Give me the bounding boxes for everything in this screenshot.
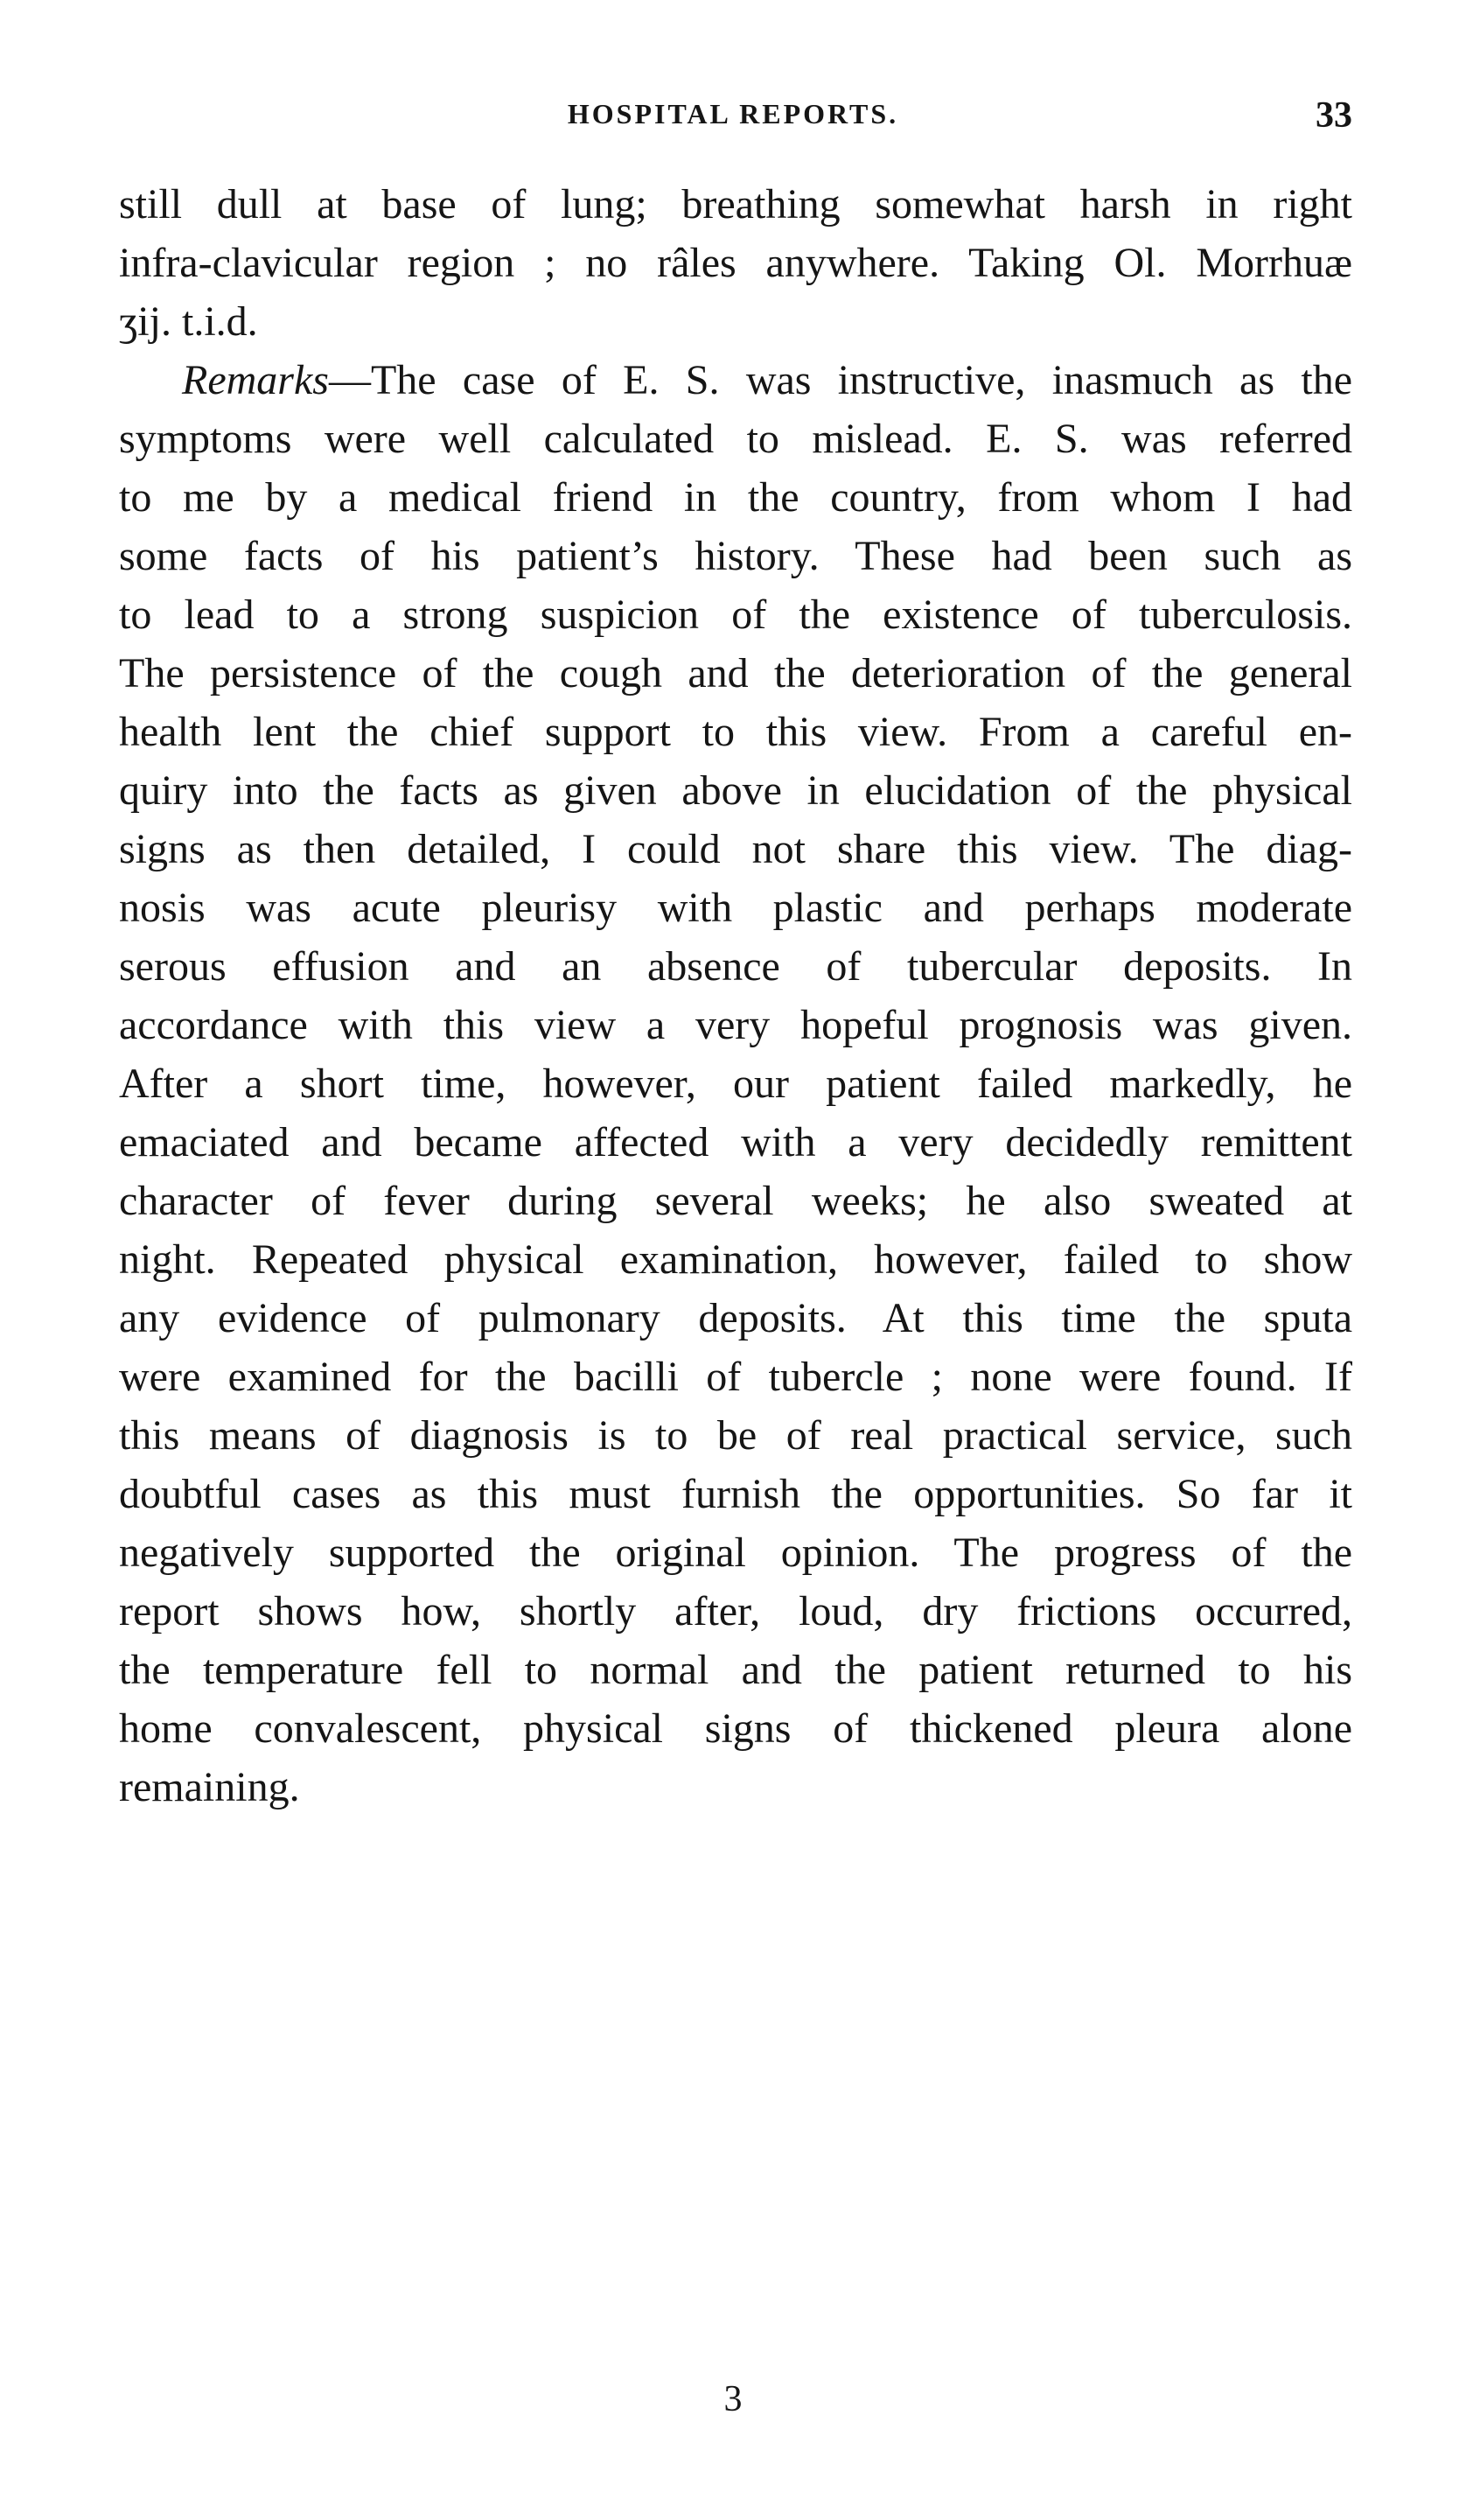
text-line: serous effusion and an absence of tubercular deposits. In <box>119 943 1352 990</box>
text-line: After a short time, however, our patient failed markedly, he <box>119 1060 1352 1107</box>
remarks-first-line-text: —The case of E. S. was instructive, inasmuch as the <box>328 357 1352 403</box>
body-text <box>119 175 1352 1816</box>
text-line: quiry into the facts as given above in elucidation of the physical <box>119 767 1352 814</box>
running-title: HOSPITAL REPORTS. <box>567 98 899 130</box>
text-line: infra-clavicular region ; no râles anywhere. Taking Ol. Morrhuæ <box>119 240 1352 286</box>
remarks-first-line <box>119 351 1352 410</box>
text-line: accordance with this view a very hopeful prognosis was given. <box>119 1002 1352 1048</box>
text-line: nosis was acute pleurisy with plastic and perhaps moderate <box>119 885 1352 931</box>
text-line: character of fever during several weeks; he also sweated at <box>119 1178 1352 1224</box>
signature-mark: 3 <box>723 2379 743 2419</box>
text-line: The persistence of the cough and the deterioration of the general <box>119 650 1352 696</box>
text-line: some facts of his patient’s history. These had been such as <box>119 533 1352 579</box>
text-line: to me by a medical friend in the country, from whom I had <box>119 474 1352 521</box>
text-line: doubtful cases as this must furnish the opportunities. So far it <box>119 1471 1352 1517</box>
text-line: negatively supported the original opinion. The progress of the <box>119 1530 1352 1576</box>
text-line: emaciated and became affected with a very decidedly remittent <box>119 1119 1352 1166</box>
text-line: any evidence of pulmonary deposits. At this time the sputa <box>119 1295 1352 1341</box>
text-line: the temperature fell to normal and the patient returned to his <box>119 1647 1352 1693</box>
text-line: signs as then detailed, I could not share this view. The diag- <box>119 826 1352 872</box>
page-number: 33 <box>1316 95 1352 136</box>
remarks-label: Remarks <box>182 357 329 403</box>
text-line: still dull at base of lung; breathing somewhat harsh in right <box>119 181 1352 228</box>
text-line: home convalescent, physical signs of thickened pleura alone <box>119 1705 1352 1752</box>
text-line: were examined for the bacilli of tubercle ; none were found. If <box>119 1354 1352 1400</box>
text-line: to lead to a strong suspicion of the existence of tuberculosis. <box>119 592 1352 638</box>
text-line: ʒij. t.i.d. <box>119 298 258 345</box>
text-line: report shows how, shortly after, loud, dry frictions occurred, <box>119 1588 1352 1634</box>
text-line: night. Repeated physical examination, however, failed to show <box>119 1236 1352 1283</box>
running-head <box>0 94 1466 138</box>
text-line: health lent the chief support to this view. From a careful en- <box>119 709 1352 755</box>
text-line: remaining. <box>119 1764 300 1810</box>
text-line: symptoms were well calculated to mislead. E. S. was referred <box>119 416 1352 462</box>
text-line: this means of diagnosis is to be of real practical service, such <box>119 1412 1352 1459</box>
